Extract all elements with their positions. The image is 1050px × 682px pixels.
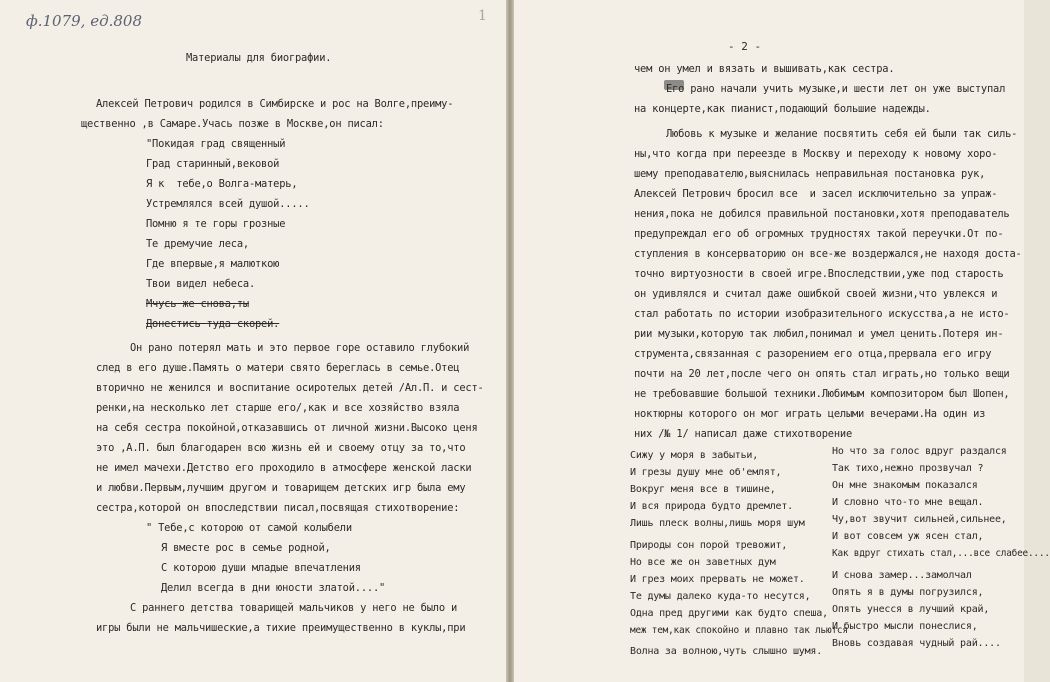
text-line: Алексей Петрович родился в Симбирске и рос на Волге,преиму- bbox=[96, 98, 454, 110]
text-line: Он рано потерял мать и это первое горе оставило глубокий bbox=[130, 342, 470, 354]
poem-line: Те дремучие леса, bbox=[146, 238, 249, 250]
text-line: нения,пока не добился правильной постановки,хотя преподаватель bbox=[634, 208, 1010, 220]
poem-line: Я вместе рос в семье родной, bbox=[161, 542, 331, 554]
poem-line: Помню я те горы грозные bbox=[146, 218, 286, 230]
text-line: почти на 20 лет,после чего он опять стал играть,но только вещи bbox=[634, 368, 1010, 380]
poem-line: И снова замер...замолчал bbox=[832, 570, 972, 581]
poem-line: Град старинный,вековой bbox=[146, 158, 280, 170]
text-line: сестра,которой он впоследствии писал,посвящая стихотворение: bbox=[96, 502, 460, 514]
text-line: игры были не мальчишеские,а тихие преимущественно в куклы,при bbox=[96, 622, 466, 634]
text-line: Алексей Петрович бросил все и засел исключительно за упраж- bbox=[634, 188, 998, 200]
poem-line: Но все же он заветных дум bbox=[630, 557, 776, 568]
text-line: рии музыки,которую так любил,понимал и умел ценить.Потеря ин- bbox=[634, 328, 1004, 340]
poem-line: Как вдруг стихать стал,...все слабее.... bbox=[832, 548, 1050, 559]
poem-line: Но что за голос вдруг раздался bbox=[832, 446, 1007, 457]
text-line: ноктюрны которого он мог играть целыми вечерами.На один из bbox=[634, 408, 986, 420]
poem-line: Устремлялся всей душой..... bbox=[146, 198, 310, 210]
page-title: Материалы для биографии. bbox=[186, 52, 332, 64]
text-line: шему преподавателю,выяснилась неправильная постановка рук, bbox=[634, 168, 986, 180]
struck-poem-line: Мчусь же снова,ты bbox=[146, 298, 249, 310]
text-line: вторично не женился и воспитание осиротелых детей /Ал.П. и сест- bbox=[96, 382, 484, 394]
poem-line: Я к тебе,о Волга-матерь, bbox=[146, 178, 298, 190]
poem-line: Так тихо,нежно прозвучал ? bbox=[832, 463, 984, 474]
poem-line: Волна за волною,чуть слышно шумя. bbox=[630, 646, 823, 657]
poem-line: Те думы далеко куда-то несутся, bbox=[630, 591, 811, 602]
left-page bbox=[0, 0, 506, 682]
poem-line: Он мне знакомым показался bbox=[832, 480, 978, 491]
poem-line: "Покидая град священный bbox=[146, 138, 286, 150]
poem-line: И грез моих прервать не может. bbox=[630, 574, 805, 585]
poem-line: Где впервые,я малюткою bbox=[146, 258, 280, 270]
poem-line: И словно что-то мне вещал. bbox=[832, 497, 984, 508]
binding-gutter bbox=[506, 0, 514, 682]
poem-line: И быстро мысли понеслися, bbox=[832, 621, 978, 632]
poem-line: И грезы душу мне об'емлят, bbox=[630, 467, 782, 478]
archive-mark: ф.1079, ед.808 bbox=[26, 12, 143, 30]
poem-line: меж тем,как спокойно и плавно так льются bbox=[630, 625, 848, 636]
text-line: струмента,связанная с разорением его отца,прервала его игру bbox=[634, 348, 992, 360]
poem-line: Лишь плеск волны,лишь моря шум bbox=[630, 518, 805, 529]
pencil-page-mark: 1 bbox=[478, 8, 487, 24]
poem-line: И вот совсем уж ясен стал, bbox=[832, 531, 984, 542]
poem-line: Вокруг меня все в тишине, bbox=[630, 484, 776, 495]
struck-poem-line: Донестись туда скорей. bbox=[146, 318, 280, 330]
poem-line: Сижу у моря в забытьи, bbox=[630, 450, 759, 461]
right-page bbox=[514, 0, 1050, 682]
page-number: - 2 - bbox=[728, 40, 762, 53]
poem-line: Делил всегда в дни юности златой...." bbox=[161, 582, 386, 594]
text-line: ны,что когда при переезде в Москву и переходу к новому хоро- bbox=[634, 148, 998, 160]
text-line: на концерте,как пианист,подающий большие надежды. bbox=[634, 103, 931, 115]
text-line: на себя сестра покойной,отказавшись от личной жизни.Высоко ценя bbox=[96, 422, 478, 434]
text-line: Его рано начали учить музыке,и шести лет он уже выступал bbox=[666, 83, 1006, 95]
poem-line: С которою души младые впечатления bbox=[161, 562, 361, 574]
text-line: он удивлялся и считал даже ошибкой своей жизни,что увлекся и bbox=[634, 288, 998, 300]
poem-line: Природы сон порой тревожит, bbox=[630, 540, 788, 551]
poem-line: " Тебе,с которою от самой колыбели bbox=[146, 522, 352, 534]
text-line: след в его душе.Память о матери свято береглась в семье.Отец bbox=[96, 362, 460, 374]
text-line: ступления в консерваторию он все-же воздержался,не находя доста- bbox=[634, 248, 1022, 260]
poem-line: Вновь создавая чудный рай.... bbox=[832, 638, 1001, 649]
text-line: и любви.Первым,лучшим другом и товарищем детских игр была ему bbox=[96, 482, 466, 494]
poem-line: Опять унесся в лучший край, bbox=[832, 604, 990, 615]
poem-line: Чу,вот звучит сильней,сильнее, bbox=[832, 514, 1007, 525]
text-line: щественно ,в Самаре.Учась позже в Москве,он писал: bbox=[81, 118, 384, 130]
text-line: чем он умел и вязать и вышивать,как сестра. bbox=[634, 63, 895, 75]
text-line: С раннего детства товарищей мальчиков у него не было и bbox=[130, 602, 458, 614]
poem-column-right bbox=[832, 446, 1050, 676]
poem-line: Одна пред другими как будто спеша, bbox=[630, 608, 828, 619]
poem-line: Твои видел небеса. bbox=[146, 278, 256, 290]
poem-line: Опять я в думы погрузился, bbox=[832, 587, 984, 598]
text-line: это ,А.П. был благодарен всю жизнь ей и своему отцу за то,что bbox=[96, 442, 466, 454]
poem-column-left bbox=[630, 450, 848, 680]
poem-line: И вся природа будто дремлет. bbox=[630, 501, 793, 512]
text-line: ренки,на несколько лет старше его/,как и все хозяйство взяла bbox=[96, 402, 460, 414]
text-line: Любовь к музыке и желание посвятить себя ей были так силь- bbox=[666, 128, 1018, 140]
text-line: не требовавшие большой техники.Любимым композитором был Шопен, bbox=[634, 388, 1010, 400]
text-line: точно виртуозности в своей игре.Впоследствии,уже под старость bbox=[634, 268, 1004, 280]
text-line: предупреждал его об огромных трудностях такой переучки.От по- bbox=[634, 228, 1004, 240]
text-line: стал работать по истории изобразительного искусства,а не исто- bbox=[634, 308, 1010, 320]
text-line: не имел мачехи.Детство его проходило в атмосфере женской ласки bbox=[96, 462, 472, 474]
text-line: них /№ 1/ написал даже стихотворение bbox=[634, 428, 853, 440]
